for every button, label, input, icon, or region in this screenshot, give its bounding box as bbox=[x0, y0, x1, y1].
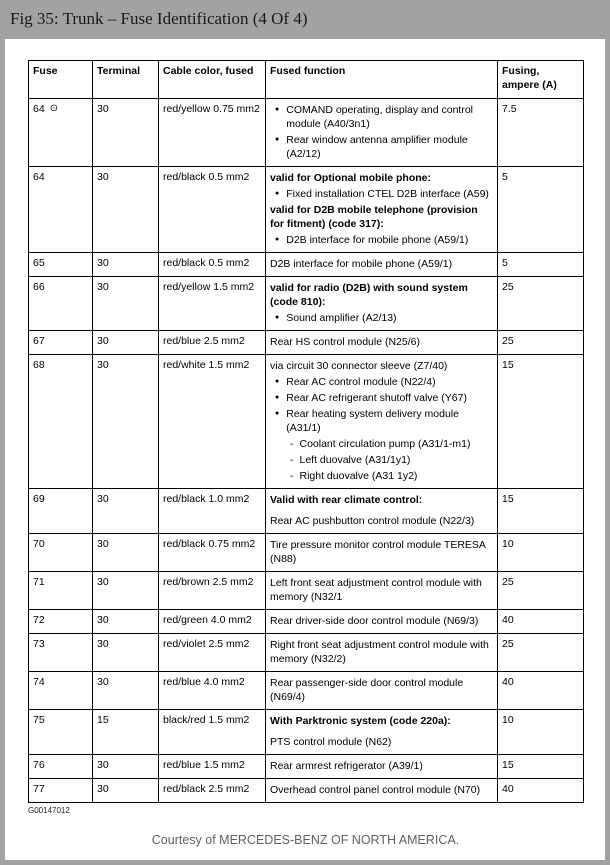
cable-color-cell: red/brown 2.5 mm2 bbox=[159, 572, 266, 610]
terminal-cell: 30 bbox=[93, 634, 159, 672]
fuse-cell: 73 bbox=[29, 634, 93, 672]
function-line: Right front seat adjustment control module with memory (N32/2) bbox=[270, 639, 489, 665]
cable-color-cell: red/black 0.5 mm2 bbox=[159, 253, 266, 277]
terminal-cell: 30 bbox=[93, 610, 159, 634]
terminal-cell: 30 bbox=[93, 253, 159, 277]
courtesy-note: Courtesy of MERCEDES-BENZ OF NORTH AMERICA. bbox=[151, 833, 460, 847]
footnote-icon: ⊙ bbox=[49, 103, 59, 114]
fused-function-cell bbox=[266, 167, 498, 253]
ampere-cell: 7.5 bbox=[498, 99, 584, 167]
terminal-cell: 30 bbox=[93, 672, 159, 710]
figure-title: Fig 35: Trunk – Fuse Identification (4 Of 4) bbox=[10, 9, 308, 28]
column-header-fuse: Fuse bbox=[29, 61, 93, 99]
fused-function-cell bbox=[266, 779, 498, 803]
fused-function-cell bbox=[266, 610, 498, 634]
cable-color-cell: red/black 1.0 mm2 bbox=[159, 489, 266, 534]
fused-function-cell bbox=[266, 572, 498, 610]
table-row bbox=[29, 779, 584, 803]
function-text: Right duovalve (A31 1y2) bbox=[299, 470, 418, 482]
table-row bbox=[29, 672, 584, 710]
dash-icon: - bbox=[290, 438, 294, 450]
ampere-cell: 40 bbox=[498, 779, 584, 803]
fuse-cell: 77 bbox=[29, 779, 93, 803]
ampere-cell: 5 bbox=[498, 167, 584, 253]
table-header-row bbox=[29, 61, 584, 99]
ampere-cell: 10 bbox=[498, 534, 584, 572]
function-text: D2B interface for mobile phone (A59/1) bbox=[286, 234, 469, 246]
function-line: Rear driver-side door control module (N69/3) bbox=[270, 615, 479, 627]
function-line bbox=[270, 453, 493, 467]
fuse-cell: 74 bbox=[29, 672, 93, 710]
function-line: Rear AC pushbutton control module (N22/3) bbox=[270, 515, 475, 527]
table-row bbox=[29, 534, 584, 572]
bullet-icon: ● bbox=[275, 378, 280, 385]
column-header-terminal: Terminal bbox=[93, 61, 159, 99]
function-line: valid for Optional mobile phone: bbox=[270, 172, 432, 184]
fused-function-cell bbox=[266, 634, 498, 672]
function-text: Left duovalve (A31/1y1) bbox=[299, 454, 411, 466]
fused-function-cell bbox=[266, 355, 498, 489]
table-row bbox=[29, 277, 584, 331]
cable-color-cell: red/blue 4.0 mm2 bbox=[159, 672, 266, 710]
figure-code: G00147012 bbox=[28, 806, 70, 815]
fused-function-cell bbox=[266, 755, 498, 779]
figure-title-bar bbox=[5, 5, 605, 39]
bullet-icon: ● bbox=[275, 190, 280, 197]
column-header-cable-color: Cable color, fused bbox=[159, 61, 266, 99]
ampere-cell: 25 bbox=[498, 277, 584, 331]
fused-function-cell bbox=[266, 277, 498, 331]
function-line bbox=[270, 469, 493, 483]
table-row bbox=[29, 755, 584, 779]
ampere-cell: 40 bbox=[498, 672, 584, 710]
function-line bbox=[270, 375, 493, 389]
function-text: Rear heating system delivery module (A31/1) bbox=[286, 408, 459, 434]
function-line: Valid with rear climate control: bbox=[270, 494, 423, 506]
function-line: valid for radio (D2B) with sound system (code 810): bbox=[270, 282, 468, 308]
table-row bbox=[29, 572, 584, 610]
function-text: Rear window antenna amplifier module (A2/12) bbox=[286, 134, 468, 160]
function-line bbox=[270, 233, 493, 247]
bullet-icon: ● bbox=[275, 106, 280, 113]
function-line bbox=[270, 437, 493, 451]
function-text: Fixed installation CTEL D2B interface (A59) bbox=[286, 188, 489, 200]
ampere-cell: 10 bbox=[498, 710, 584, 755]
function-line bbox=[270, 391, 493, 405]
table-row bbox=[29, 489, 584, 534]
function-line: via circuit 30 connector sleeve (Z7/40) bbox=[270, 360, 448, 372]
fuse-cell: 70 bbox=[29, 534, 93, 572]
terminal-cell: 30 bbox=[93, 779, 159, 803]
fused-function-cell bbox=[266, 534, 498, 572]
cable-color-cell: red/black 2.5 mm2 bbox=[159, 779, 266, 803]
fuse-cell: 64 bbox=[29, 167, 93, 253]
function-line: Rear armrest refrigerator (A39/1) bbox=[270, 760, 423, 772]
table-row bbox=[29, 253, 584, 277]
fuse-cell: 69 bbox=[29, 489, 93, 534]
ampere-cell: 15 bbox=[498, 755, 584, 779]
table-row bbox=[29, 634, 584, 672]
function-text: Sound amplifier (A2/13) bbox=[286, 312, 397, 324]
table-row bbox=[29, 99, 584, 167]
cable-color-cell: red/blue 2.5 mm2 bbox=[159, 331, 266, 355]
function-text: Rear AC control module (N22/4) bbox=[286, 376, 436, 388]
ampere-cell: 25 bbox=[498, 634, 584, 672]
function-line: With Parktronic system (code 220a): bbox=[270, 715, 451, 727]
bullet-icon: ● bbox=[275, 394, 280, 401]
terminal-cell: 30 bbox=[93, 331, 159, 355]
bullet-icon: ● bbox=[275, 314, 280, 321]
cable-color-cell: red/yellow 1.5 mm2 bbox=[159, 277, 266, 331]
fused-function-cell bbox=[266, 672, 498, 710]
table-row bbox=[29, 610, 584, 634]
cable-color-cell: red/blue 1.5 mm2 bbox=[159, 755, 266, 779]
ampere-cell: 25 bbox=[498, 331, 584, 355]
fuse-cell: 72 bbox=[29, 610, 93, 634]
bullet-icon: ● bbox=[275, 136, 280, 143]
figure-content bbox=[5, 39, 605, 860]
fuse-cell: 68 bbox=[29, 355, 93, 489]
function-line: Rear passenger-side door control module (N69/4) bbox=[270, 677, 464, 703]
cable-color-cell: red/green 4.0 mm2 bbox=[159, 610, 266, 634]
terminal-cell: 15 bbox=[93, 710, 159, 755]
dash-icon: - bbox=[290, 454, 294, 466]
fused-function-cell bbox=[266, 253, 498, 277]
terminal-cell: 30 bbox=[93, 755, 159, 779]
function-text: Rear AC refrigerant shutoff valve (Y67) bbox=[286, 392, 467, 404]
dash-icon: - bbox=[290, 470, 294, 482]
fuse-identification-table bbox=[28, 60, 584, 803]
function-line bbox=[270, 311, 493, 325]
table-row bbox=[29, 167, 584, 253]
terminal-cell: 30 bbox=[93, 277, 159, 331]
ampere-cell: 5 bbox=[498, 253, 584, 277]
cable-color-cell: black/red 1.5 mm2 bbox=[159, 710, 266, 755]
ampere-cell: 25 bbox=[498, 572, 584, 610]
function-text: Coolant circulation pump (A31/1-m1) bbox=[299, 438, 471, 450]
function-text: COMAND operating, display and control module (A40/3n1) bbox=[286, 104, 473, 130]
table-row bbox=[29, 355, 584, 489]
column-header-fused-function: Fused function bbox=[266, 61, 498, 99]
fuse-table-body bbox=[29, 99, 584, 803]
fuse-cell: 67 bbox=[29, 331, 93, 355]
fuse-cell: 66 bbox=[29, 277, 93, 331]
cable-color-cell: red/black 0.5 mm2 bbox=[159, 167, 266, 253]
terminal-cell: 30 bbox=[93, 99, 159, 167]
terminal-cell: 30 bbox=[93, 489, 159, 534]
fuse-cell: 71 bbox=[29, 572, 93, 610]
table-row bbox=[29, 710, 584, 755]
bullet-icon: ● bbox=[275, 236, 280, 243]
ampere-cell: 15 bbox=[498, 489, 584, 534]
terminal-cell: 30 bbox=[93, 355, 159, 489]
function-line bbox=[270, 187, 493, 201]
fused-function-cell bbox=[266, 489, 498, 534]
function-line bbox=[270, 103, 493, 131]
function-line: Overhead control panel control module (N70) bbox=[270, 784, 481, 796]
fuse-cell: 65 bbox=[29, 253, 93, 277]
function-line: Tire pressure monitor control module TERESA (N88) bbox=[270, 539, 486, 565]
function-line: D2B interface for mobile phone (A59/1) bbox=[270, 258, 453, 270]
column-header-fusing-ampere: Fusing, ampere (A) bbox=[498, 61, 584, 99]
cable-color-cell: red/white 1.5 mm2 bbox=[159, 355, 266, 489]
fuse-cell: 75 bbox=[29, 710, 93, 755]
cable-color-cell: red/violet 2.5 mm2 bbox=[159, 634, 266, 672]
function-line: PTS control module (N62) bbox=[270, 736, 392, 748]
fuse-cell: 76 bbox=[29, 755, 93, 779]
cable-color-cell: red/black 0.75 mm2 bbox=[159, 534, 266, 572]
function-line: Left front seat adjustment control module with memory (N32/1 bbox=[270, 577, 482, 603]
terminal-cell: 30 bbox=[93, 167, 159, 253]
ampere-cell: 40 bbox=[498, 610, 584, 634]
cable-color-cell: red/yellow 0.75 mm2 bbox=[159, 99, 266, 167]
function-line: valid for D2B mobile telephone (provision for fitment) (code 317): bbox=[270, 204, 478, 230]
fused-function-cell bbox=[266, 331, 498, 355]
ampere-cell: 15 bbox=[498, 355, 584, 489]
fuse-cell: 64 ⊙ bbox=[29, 99, 93, 167]
function-line bbox=[270, 407, 493, 435]
function-line: Rear HS control module (N25/6) bbox=[270, 336, 420, 348]
terminal-cell: 30 bbox=[93, 572, 159, 610]
terminal-cell: 30 bbox=[93, 534, 159, 572]
fused-function-cell bbox=[266, 99, 498, 167]
bullet-icon: ● bbox=[275, 410, 280, 417]
function-line bbox=[270, 133, 493, 161]
table-row bbox=[29, 331, 584, 355]
fused-function-cell bbox=[266, 710, 498, 755]
